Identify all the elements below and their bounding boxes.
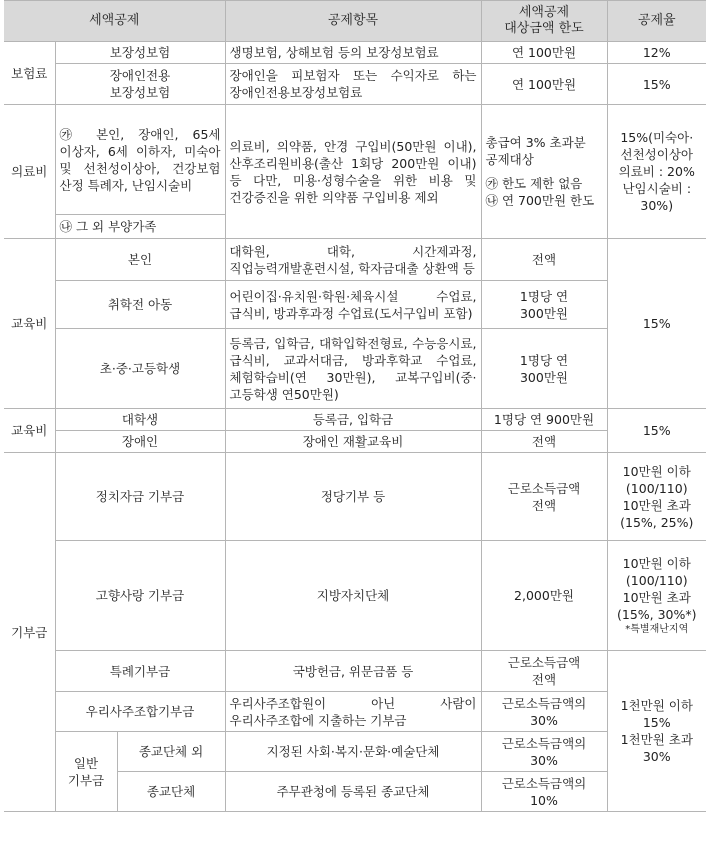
limit-line1: 1명당 연	[519, 352, 569, 368]
rate-line2: (100/110)	[625, 480, 688, 496]
education-2-rate: 15%	[607, 409, 706, 453]
medical-item-b: ㉯ 그 외 부양가족	[55, 215, 225, 239]
rate-line4: (15%, 25%)	[620, 514, 694, 530]
category-education: 교육비	[4, 239, 55, 409]
item-label: 초·중·고등학생	[55, 329, 225, 409]
item-label-line2: 보장성보험	[109, 85, 171, 100]
rate-value: 12%	[607, 42, 706, 64]
donation-shared-rate	[607, 651, 706, 812]
table-header-row	[4, 1, 706, 42]
item-desc: 정당기부 등	[225, 453, 481, 541]
limit-line2: 전액	[531, 497, 557, 513]
rate-line2: (100/110)	[625, 573, 688, 588]
item-desc: 생명보험, 상해보험 등의 보장성보험료	[225, 42, 481, 64]
limit-value: 연 100만원	[481, 42, 607, 64]
shared-rate-line1: 1천만원 이하	[620, 698, 693, 713]
rate-value	[607, 541, 706, 651]
table-row	[4, 281, 706, 329]
limit-line1: 1명당 연	[519, 288, 569, 304]
limit-line2: 300만원	[519, 369, 568, 385]
table-row	[4, 453, 706, 541]
shared-rate-line3: 1천만원 초과	[620, 732, 693, 747]
item-label: 본인	[55, 239, 225, 281]
rate-value: 15%	[607, 64, 706, 105]
rate-line3: 10만원 초과	[622, 590, 691, 605]
medical-limit-line1: 총급여 3% 초과분	[485, 135, 586, 150]
table-row	[4, 105, 706, 215]
table-row	[4, 42, 706, 64]
category-donation: 기부금	[4, 453, 55, 812]
medical-desc: 의료비, 의약품, 안경 구입비(50만원 이내), 산후조리원비용(출산 1회당 200만원 이내) 등 다만, 미용·성형수술을 위한 비용 및 건강증진을 위한 의약품 구입비용 제외	[225, 105, 481, 239]
table-row	[4, 692, 706, 732]
medical-rate-line2: 선천성이상아	[620, 147, 693, 162]
general-label-line2: 기부금	[67, 772, 105, 788]
item-label-line1: 장애인전용	[109, 68, 171, 83]
medical-limit-line2: 공제대상	[485, 152, 534, 167]
limit-line1: 근로소득금액	[507, 480, 581, 496]
limit-line1: 근로소득금액의	[501, 775, 587, 791]
limit-value: 전액	[481, 431, 607, 453]
tax-credit-table	[4, 0, 706, 812]
rate-line4: (15%, 30%*)	[616, 607, 697, 622]
item-desc: 대학원, 대학, 시간제과정, 직업능력개발훈련시설, 학자금대출 상환액 등	[225, 239, 481, 281]
limit-value: 연 100만원	[481, 64, 607, 105]
limit-line2: 300만원	[519, 305, 568, 321]
category-education-2: 교육비	[4, 409, 55, 453]
item-desc: 지정된 사회·복지·문화·예술단체	[225, 732, 481, 772]
medical-limit-a: ㉮ 한도 제한 없음	[485, 176, 583, 191]
item-desc: 국방헌금, 위문금품 등	[225, 651, 481, 692]
limit-value	[481, 692, 607, 732]
header-limit-line2: 대상금액 한도	[504, 21, 584, 36]
general-donation-label	[55, 732, 117, 812]
header-rate: 공제율	[607, 1, 706, 42]
item-desc: 우리사주조합원이 아닌 사람이 우리사주조합에 지출하는 기부금	[225, 692, 481, 732]
category-medical: 의료비	[4, 105, 55, 239]
table-row	[4, 651, 706, 692]
medical-item-a: ㉮ 본인, 장애인, 65세 이상자, 6세 이하자, 미숙아 및 선천성이상아, 건강보험 산정 특례자, 난임시술비	[55, 105, 225, 215]
limit-value	[481, 329, 607, 409]
shared-rate-line4: 30%	[642, 749, 671, 764]
table-row	[4, 329, 706, 409]
item-label: 고향사랑 기부금	[55, 541, 225, 651]
medical-rate-line5: 30%)	[640, 198, 674, 213]
table-row	[4, 541, 706, 651]
medical-rate-line3: 의료비 : 20%	[618, 164, 695, 179]
limit-value	[481, 732, 607, 772]
rate-line1: 10만원 이하	[622, 463, 691, 479]
item-label: 장애인	[55, 431, 225, 453]
rate-line3: 10만원 초과	[622, 497, 691, 513]
item-desc: 주무관청에 등록된 종교단체	[225, 772, 481, 812]
item-desc: 등록금, 입학금	[225, 409, 481, 431]
rate-note: *특별재난지역	[625, 624, 689, 635]
limit-line2: 30%	[530, 752, 558, 768]
item-label: 정치자금 기부금	[55, 453, 225, 541]
item-desc: 지방자치단체	[225, 541, 481, 651]
item-label: 우리사주조합기부금	[55, 692, 225, 732]
header-items: 공제항목	[225, 1, 481, 42]
medical-rate-line1: 15%(미숙아·	[620, 130, 694, 145]
item-label: 대학생	[55, 409, 225, 431]
limit-value: 전액	[481, 239, 607, 281]
rate-line1: 10만원 이하	[622, 556, 691, 571]
header-credit: 세액공제	[4, 1, 225, 42]
item-desc: 장애인을 피보험자 또는 수익자로 하는 장애인전용보장성보험료	[225, 64, 481, 105]
sub-item-label: 종교단체 외	[117, 732, 225, 772]
limit-value	[481, 281, 607, 329]
table-row	[4, 239, 706, 281]
item-desc: 등록금, 입학금, 대학입학전형료, 수능응시료, 급식비, 교과서대금, 방과후학교 수업료, 체험학습비(연 30만원), 교복구입비(중·고등학생 연50만원)	[225, 329, 481, 409]
medical-rate	[607, 105, 706, 239]
limit-value: 1명당 연 900만원	[481, 409, 607, 431]
limit-value	[481, 453, 607, 541]
limit-line1: 근로소득금액의	[501, 695, 587, 711]
item-label	[55, 64, 225, 105]
medical-limit	[481, 105, 607, 239]
table-row	[4, 732, 706, 772]
limit-line2: 30%	[530, 712, 558, 728]
limit-line2: 전액	[531, 672, 557, 687]
medical-rate-line4: 난임시술비 :	[622, 181, 692, 196]
table-row	[4, 64, 706, 105]
header-limit-line1: 세액공제	[518, 5, 570, 20]
limit-line1: 근로소득금액	[507, 655, 581, 670]
medical-limit-b: ㉯ 연 700만원 한도	[485, 193, 595, 208]
sub-item-label: 종교단체	[117, 772, 225, 812]
category-insurance: 보험료	[4, 42, 55, 105]
education-rate: 15%	[607, 239, 706, 409]
header-limit	[481, 1, 607, 42]
item-label: 보장성보험	[55, 42, 225, 64]
item-label: 특례기부금	[55, 651, 225, 692]
item-desc: 장애인 재활교육비	[225, 431, 481, 453]
limit-value	[481, 772, 607, 812]
limit-value: 2,000만원	[481, 541, 607, 651]
shared-rate-line2: 15%	[642, 715, 671, 730]
rate-value	[607, 453, 706, 541]
spacer	[486, 168, 603, 175]
limit-value	[481, 651, 607, 692]
limit-line1: 근로소득금액의	[501, 735, 587, 751]
table-row	[4, 409, 706, 431]
table-row	[4, 431, 706, 453]
item-desc: 어린이집·유치원·학원·체육시설 수업료, 급식비, 방과후과정 수업료(도서구입비 포함)	[225, 281, 481, 329]
item-label: 취학전 아동	[55, 281, 225, 329]
limit-line2: 10%	[530, 792, 558, 808]
general-label-line1: 일반	[73, 755, 99, 771]
